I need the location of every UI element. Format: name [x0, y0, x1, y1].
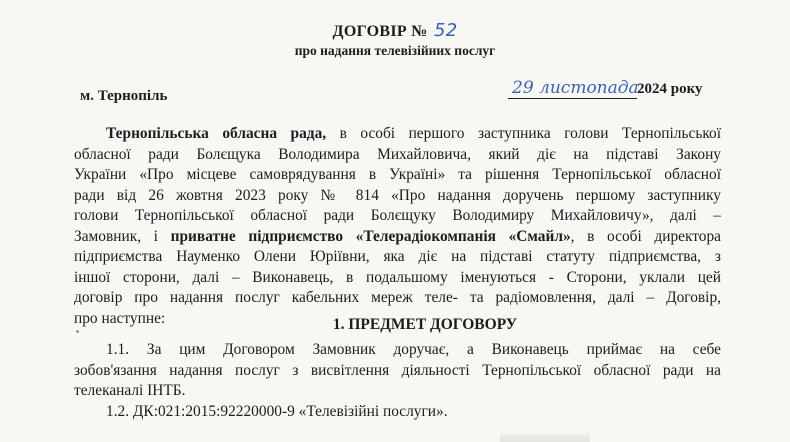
preamble-line: обласної ради Болєщука Володимира Михайловича, який діє на підставі Закону [74, 145, 721, 163]
handwritten-date: 29 листопада [508, 78, 637, 99]
cut-off-text-fragment [500, 434, 590, 442]
contract-date [508, 78, 703, 99]
preamble-text: , в особі директора [570, 227, 721, 245]
clause-line: 1.2. ДК:021:2015:92220000-9 «Телевізійні послуги». [106, 403, 448, 420]
contract-title [0, 20, 790, 41]
preamble-line [74, 124, 721, 145]
preamble-line: голови Тернопільської обласної ради Болєщуку Володимиру Михайловичу», далі – [74, 207, 721, 224]
handwritten-contract-number: 52 [433, 20, 458, 41]
preamble-line: ради від 26 жовтня 2023 року № 814 «Про надання доручень першому заступнику [74, 186, 721, 204]
contract-title-text: ДОГОВІР № [332, 23, 428, 40]
contract-subtitle: про надання телевізійних послуг [294, 43, 496, 58]
preamble-line: договір про надання послуг кабельних мереж теле- та радіомовлення, далі – Договір, [74, 289, 721, 306]
preamble-line: підприємства Науменко Олени Юріївни, яка діє на підставі статуту підприємства, з [74, 248, 721, 265]
preamble-paragraph [74, 124, 721, 329]
preamble-line: України «Про місцеве самоврядування в Україні» та рішення Тернопільської обласної [74, 166, 721, 183]
party-contractor-name: приватне підприємство «Телерадіокомпанія «Смайл» [170, 227, 571, 245]
preamble-text: в особі першого заступника голови Тернопільської [326, 125, 721, 142]
preamble-text: Замовник, і [74, 227, 171, 245]
section-1-heading: 1. ПРЕДМЕТ ДОГОВОРУ [332, 316, 518, 333]
clause-1-2 [106, 402, 706, 423]
preamble-line: іншої сторони, далі – Виконавець, в подальшому іменуються - Сторони, уклали цей [74, 268, 721, 286]
clause-1-1 [74, 340, 721, 402]
party-customer-name: Тернопільська обласна рада, [106, 125, 327, 142]
clause-line: телеканалі ІНТБ. [74, 382, 186, 399]
clause-line: зобов'язання надання послуг з висвітлення діяльності Тернопільської обласної ради на [74, 361, 721, 379]
preamble-line [74, 227, 721, 248]
contract-year: 2024 року [637, 81, 703, 97]
clause-line: 1.1. За цим Договором Замовник доручає, а Виконавець приймає на себе [106, 341, 721, 358]
preamble-line: про наступне: [74, 309, 166, 327]
city-label: м. Тернопіль [80, 88, 168, 104]
